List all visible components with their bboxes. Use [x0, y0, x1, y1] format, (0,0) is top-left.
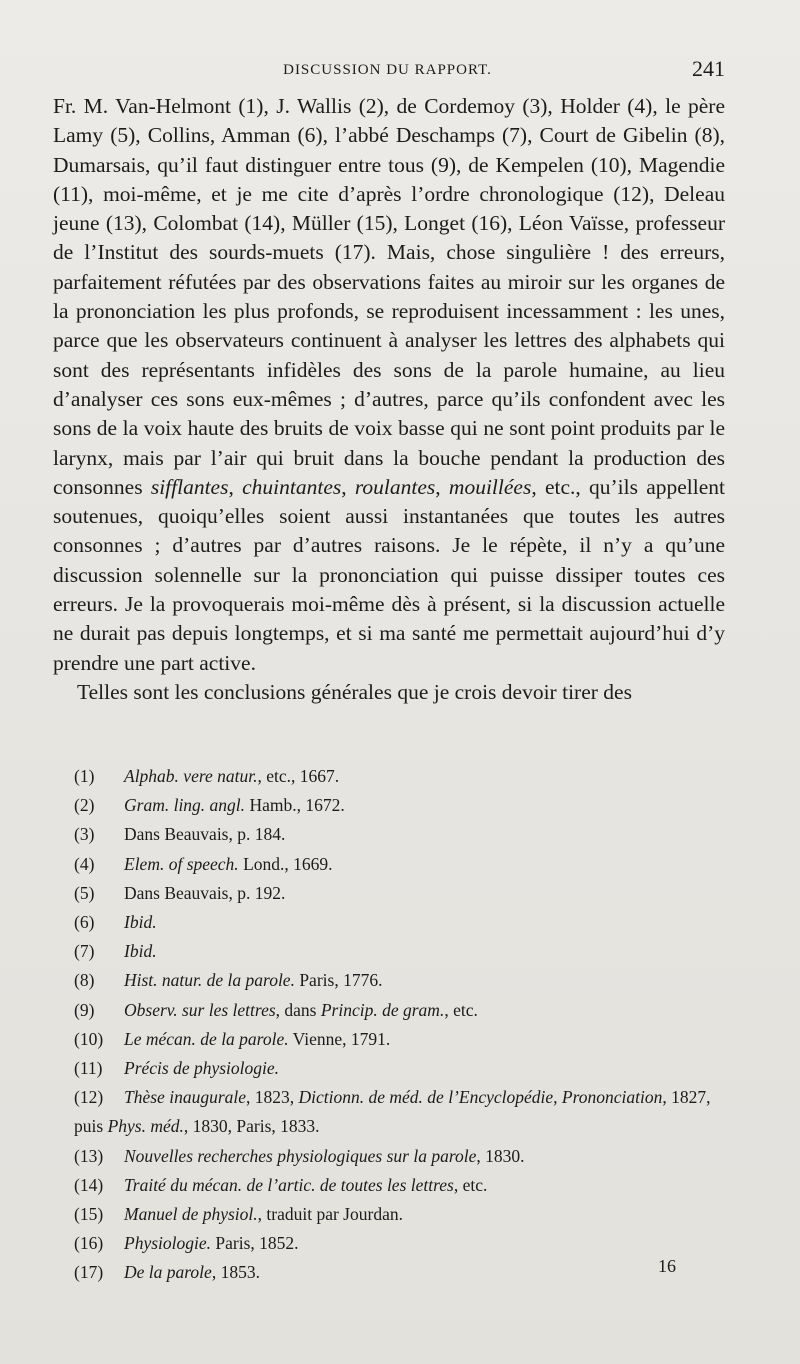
footnote-title: Phys. méd. — [107, 1116, 184, 1137]
footnote — [74, 879, 726, 908]
main-text — [53, 92, 725, 707]
footnote — [74, 1025, 726, 1054]
footnote — [74, 1171, 726, 1200]
footnote-title: Traité du mécan. de l’artic. de toutes les lettres — [124, 1174, 454, 1195]
footnote — [74, 1142, 726, 1171]
footnote — [74, 996, 726, 1025]
footnote-title: Physiologie. — [124, 1233, 211, 1254]
running-title: DISCUSSION DU RAPPORT. — [283, 62, 492, 78]
footnote-number: (13) — [74, 1145, 104, 1166]
footnote — [74, 1200, 726, 1229]
footnote-text: Hamb., 1672. — [245, 795, 345, 816]
footnote-title: Le mécan. de la parole. — [124, 1028, 289, 1049]
signature-mark: 16 — [658, 1256, 676, 1276]
footnote-text: , traduit par Jourdan. — [257, 1204, 403, 1225]
footnote — [74, 1258, 726, 1287]
footnote-number: (3) — [74, 824, 95, 845]
footnote — [74, 937, 726, 966]
footnote-number: (15) — [74, 1204, 104, 1225]
footnote-text: Lond., 1669. — [238, 853, 333, 874]
footnote-text: , 1830. — [476, 1145, 525, 1166]
footnote-number: (10) — [74, 1028, 104, 1049]
footnote-text: , 1830, Paris, 1833. — [183, 1116, 320, 1137]
footnote-title: Manuel de physiol. — [124, 1204, 258, 1225]
footnote-number: (14) — [74, 1174, 104, 1195]
footnote — [74, 1083, 726, 1141]
footnote — [74, 791, 726, 820]
footnote-text: , dans — [275, 999, 321, 1020]
footnote-number: (16) — [74, 1233, 104, 1254]
italic-term: mouillées — [448, 474, 532, 499]
footnote — [74, 820, 726, 849]
footnote-title: Gram. ling. angl. — [124, 795, 246, 816]
paragraph-1-text: Fr. M. Van-Helmont (1), J. Wallis (2), de Cordemoy (3), Holder (4), le père Lamy (5), Collins, Amman (6), l’abbé Deschamps (7), Court de Gibelin (8), Dumarsais, qu’il faut distinguer entre tous (9), de Kempelen (10), Magendie (11), moi-même, et je me cite d’après l’ordre chronologique (12), Deleau jeune (13), Colombat (14), Müller (15), Longet (16), Léon Vaïsse, professeur de l’Institut des sourds-muets (17). Mais, chose singulière ! des erreurs, parfaitement réfutées par des observations faites au miroir sur les organes de la prononciation les plus profonds, se reproduisent incessamment : les unes, parce que les observateurs continuent à analyser les lettres des alphabets qui sont des représentants infidèles des sons de la parole humaine, au lieu d’analyser ces sons eux-mêmes ; d’autres, parce qu’ils confondent avec les sons de la voix haute des bruits de voix basse qui ne sont point produits par le larynx, mais par l’air qui bruit dans la bouche pendant la production des consonnes — [53, 94, 725, 499]
footnote-text: , etc. — [444, 999, 478, 1020]
footnote-number: (5) — [74, 882, 95, 903]
footnote-number: (11) — [74, 1058, 103, 1079]
footnote-number: (8) — [74, 970, 95, 991]
footnote-number: (17) — [74, 1262, 104, 1283]
footnote — [74, 908, 726, 937]
footnote-number: (7) — [74, 941, 95, 962]
footnote-text: , etc. — [453, 1174, 488, 1195]
footnote-title: Nouvelles recherches physiologiques sur la parole — [124, 1145, 477, 1166]
footnote-title: Elem. of speech. — [124, 853, 239, 874]
italic-term: sifflantes — [150, 474, 229, 499]
footnote-text: Dans Beauvais, p. 184. — [124, 824, 286, 845]
footnote-number: (6) — [74, 912, 95, 933]
footnote-text: , 1853. — [211, 1262, 260, 1283]
paragraph-1-end: etc., qu’ils appellent soutenues, quoiqu’elles soient aussi instantanées que toutes les autres consonnes ; d’autres par d’autres raisons. Je le répète, il n’y a qu’une discussion solennelle sur la prononciation qui puisse dissiper toutes ces erreurs. Je la provoquerais moi-même dès à présent, si la discussion actuelle ne durait pas depuis longtemps, et si ma santé me permettait aujourd’hui d’y prendre une part active. — [53, 474, 726, 675]
footnote-text: , 1827, puis — [74, 1087, 711, 1137]
footnote — [74, 850, 726, 879]
footnote-text: , etc., 1667. — [257, 766, 340, 786]
footnote-title: Alphab. vere natur. — [124, 766, 258, 786]
italic-term: roulantes — [354, 474, 436, 499]
footnote — [74, 762, 726, 791]
footnote-text: Paris, 1852. — [211, 1233, 299, 1254]
italic-term: chuintantes — [242, 474, 342, 499]
paragraph-1: Fr. M. Van-Helmont (1), J. Wallis (2), de Cordemoy (3), Holder (4), le père Lamy (5), Collins, Amman (6), l’abbé Deschamps (7), Court de Gibelin (8), Dumarsais, qu’il faut distinguer entre tous (9), de Kempelen (10), Magendie (11), moi-même, et je me cite d’après l’ordre chronologique (12), Deleau jeune (13), Colombat (14), Müller (15), Longet (16), Léon Vaïsse, professeur de l’Institut des sourds-muets (17). Mais, chose singulière ! des erreurs, parfaitement réfutées par des observations faites au miroir sur les organes de la prononciation les plus profonds, se reproduisent incessamment : les unes, parce que les observateurs continuent à analyser les lettres des alphabets qui sont des représentants infidèles des sons de la parole humaine, au lieu d’analyser ces sons eux-mêmes ; d’autres, parce qu’ils confondent avec les sons de la voix haute des bruits de voix basse qui ne sont point produits par le larynx, mais par l’air qui bruit dans la bouche pendant la production des consonnes sifflantes, chuintantes, roulantes, mouillées, etc., qu’ils appellent soutenues, quoiqu’elles soient aussi instantanées que toutes les autres consonnes ; d’autres par d’autres raisons. Je le répète, il n’y a qu’une discussion solennelle sur la prononciation qui puisse dissiper toutes ces erreurs. Je la provoquerais moi-même dès à présent, si la discussion actuelle ne durait pas depuis longtemps, et si ma santé me permettait aujourd’hui d’y prendre une part active. — [53, 94, 726, 675]
footnote-title: Précis de physiologie. — [124, 1058, 280, 1079]
footnote-text: Dans Beauvais, p. 192. — [124, 882, 286, 903]
footnote — [74, 1229, 726, 1258]
footnote-title: Ibid. — [124, 941, 157, 962]
footnote-text: , 1823, — [246, 1087, 299, 1108]
footnote-number: (9) — [74, 999, 95, 1020]
footnote-text: Vienne, 1791. — [288, 1028, 391, 1049]
footnote-text: Paris, 1776. — [294, 970, 383, 991]
footnote-title: Thèse inaugurale — [124, 1087, 247, 1108]
page-number: 241 — [692, 56, 725, 81]
footnote — [74, 966, 726, 995]
footnote-title: De la parole — [124, 1262, 212, 1283]
footnote-title: Princip. de gram. — [320, 999, 445, 1020]
footnote-number: (2) — [74, 795, 95, 816]
footnote-title: Dictionn. de méd. de l’Encyclopédie, Prononciation — [298, 1087, 663, 1108]
footnote — [74, 1054, 726, 1083]
footnotes — [74, 762, 726, 1288]
footnote-title: Observ. sur les lettres — [124, 999, 276, 1020]
footnote-number: (12) — [74, 1087, 104, 1108]
footnote-title: Ibid. — [124, 912, 157, 933]
footnote-number: (1) — [74, 766, 95, 786]
footnote-title: Hist. natur. de la parole. — [124, 970, 295, 991]
footnote-number: (4) — [74, 853, 95, 874]
paragraph-2: Telles sont les conclusions générales que je crois devoir tirer des — [77, 679, 632, 704]
page-header — [50, 56, 725, 88]
